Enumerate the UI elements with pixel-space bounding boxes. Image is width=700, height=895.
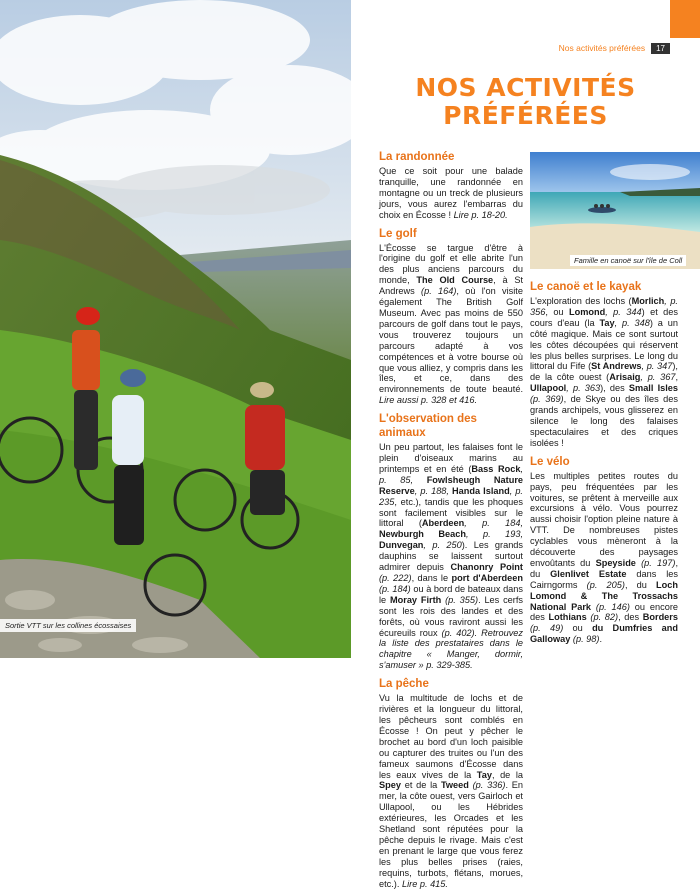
place-name: Morlich [631,296,665,306]
section-title-randonnee: La randonnée [379,151,455,163]
text: , de Skye ou des îles des grands archipels, vous glisserez en silence le long des falaises spectaculaires et des criques isolées ! [530,394,678,448]
place-name: Ullapool [530,383,567,394]
page-title-line-1: NOS ACTIVITÉS [415,73,636,102]
place-name: Bass Rock [471,463,521,474]
place-name: Dunvegan [379,540,424,551]
text: ) et des cours d'eau (la [530,306,678,328]
place-name: Tay [599,317,615,328]
page-ref: (p. 146) [591,601,630,612]
section-title-animaux: L'observation des animaux [379,413,477,440]
page-ref: (p. 336) [468,780,506,791]
page-ref: Lire p. 18-20. [453,209,508,220]
text: , dans le [411,573,452,583]
section-title-canoe: Le canoë et le kayak [530,281,642,293]
canoe-photo [530,152,700,269]
page-ref: , p. 367 [640,372,676,383]
place-name: Lothians [548,612,587,623]
text: , des [618,612,643,623]
text: Les multiples petites routes du pays, peu fréquentées par les voitures, se prêtent à merveille aux excursions à vélo. Vous pourrez aussi choisir l'option pleine nature à VTT. De nombreuses pistes cyclables vous mèneront à la découverte des paysages envoûtants du [530,470,678,568]
place-name: Glenlivet Estate [550,568,627,579]
page-ref: , p. 347 [641,361,673,372]
place-name: Tweed [440,780,469,791]
text: Un peu partout, les falaises font le plein d'oiseaux marins au printemps et en été ( [379,442,523,474]
page-ref: (p. 197) [635,557,676,568]
canoe-illustration [530,152,700,269]
text: dans les Cairngorms [530,568,678,590]
place-name: Fowlsheugh Nature Reserve [379,474,523,496]
section-tab [670,0,700,38]
page-ref: (p. 184) [379,583,411,594]
page-ref: Lire aussi p. 328 et 416. [379,395,478,406]
text: . Les cerfs sont les rois des landes et des forêts, où vous raviront aussi les écureuils roux [379,594,523,638]
text: , à St Andrews [379,275,523,297]
text: . En mer, la côte ouest, vers Gairloch et Ullapool, ou les Hébrides extérieures, les Orcades et les Shetland sont réputées pour la pêche depuis le rivage. Mais c'est en prenant le large que vous ferez les plus belles prises (raies, requins, turbots, flétans, morues, etc.). [379,780,523,889]
section-text-golf [379,243,523,407]
text: , du [530,557,678,579]
text: , etc.), tandis que les phoques sont facilement visibles sur le littoral ( [379,496,523,529]
section-text-animaux [379,442,523,671]
page-ref: Lire p. 415. [401,878,448,889]
column-left [379,150,523,895]
page-ref: , p. 193, [465,529,524,540]
text: ). Les grands dauphins se laissent surtout admirer depuis [379,540,524,573]
text: ) a un côté magique. Mais ce sont surtout les côtes découpées qui réservent les plus belles surprises. Le long du littoral du Fife ( [530,317,678,372]
place-name: Arisaig [609,372,641,383]
place-name: Tay [476,769,492,780]
inset-caption: Famille en canoë sur l'île de Coll [570,255,686,266]
section-text-velo [530,471,678,646]
running-head [559,42,670,54]
text: et de la [400,780,441,791]
page-ref: (p. 222) [379,573,412,583]
place-name: Small Isles [628,383,679,394]
page-ref: (p. 98) [570,634,600,645]
text: , où l'on visite également The British Golf Museum. Avec pas moins de 550 parcours de golf dans tout le pays, vous trouverez toujours un parcours adapté à vos compétences et à votre bourse où que vous alliez, y compris dans les îles, et ce, dans des environnements de toute beauté. [379,286,523,395]
page-ref: , p. 85, [379,463,524,485]
section-text-peche [379,693,523,889]
text: Vu la multitude de lochs et de rivières et la longueur du littoral, les pêcheurs sont comblés en Écosse ! On peut y pêcher le brochet au bord d'un loch paisible ou capturer des truites ou l'un des fameux saumons d'Écosse dans les eaux vives de la [379,693,523,780]
place-name: Lomond [568,306,606,317]
page-ref: (p. 355) [441,594,479,605]
text: ), de la côte ouest ( [530,361,678,383]
page-title [351,74,700,130]
column-right [530,280,678,651]
page-ref: , p. 344 [605,306,642,317]
running-title: Nos activités préférées [558,43,646,53]
place-name: Spey [379,780,401,791]
place-name: Borders [642,612,678,623]
text: ou à bord de bateaux dans le [379,583,523,605]
page-ref: , p. 363 [566,383,601,394]
place-name: Handa Island [452,485,510,496]
page-ref: , p. 348 [614,317,650,328]
page-title-line-2: PRÉFÉRÉES [443,101,608,130]
page-ref: , p. 235 [379,485,523,507]
page-ref: (p. 49) [530,623,564,634]
place-name: Loch Lomond & The Trossachs National Park [530,579,678,612]
text: Que ce soit pour une balade tranquille, une randonnée en montagne ou un treck de plusieurs jours, vous aurez l'embarras du choix en Écosse ! [379,166,523,220]
section-text-randonnee [379,166,523,221]
place-name: Aberdeen [421,518,465,529]
place-name: Speyside [595,557,636,568]
place-name: Chanonry Point [450,562,523,573]
text: . [599,634,603,645]
article-page [351,0,700,889]
text: , du [624,579,657,590]
text: , de la [491,769,524,780]
text: L'Écosse se targue d'être à l'origine du golf et elle abrite l'un des plus anciens parcours du monde, [379,242,523,286]
text: , [675,372,678,383]
page-ref: (p. 164) [421,286,457,297]
page-ref: , p. 184, [464,518,524,529]
photo-illustration [0,0,351,658]
place-name: du Dumfries and Galloway [530,623,678,645]
mountain-bikers-photo [0,0,351,658]
page-ref: (p. 82) [586,612,619,623]
text: ou encore des [530,601,678,623]
place-name: The Old Course [416,275,494,286]
place-name: Moray Firth [389,594,442,605]
page-ref: , p. 188, [414,485,453,496]
section-title-golf: Le golf [379,227,417,240]
place-name: port d'Aberdeen [451,573,523,583]
photo-caption: Sortie VTT sur les collines écossaises [0,619,136,632]
section-title-velo: Le vélo [530,455,570,468]
text: L'exploration des lochs ( [530,296,632,306]
page-ref: (p. 369) [530,394,564,405]
page-ref: (p. 402). Retrouvez la liste des prestataires dans le chapitre « Manger, dormir, s'amuser » p. 329-385. [379,627,523,671]
page-ref: , p. 356 [530,296,678,317]
text: ou [563,623,593,634]
page-ref: (p. 205) [586,579,625,590]
section-title-peche: La pêche [379,678,429,691]
page-ref: , p. 250 [423,540,462,551]
place-name: Newburgh Beach [379,529,466,540]
text: , ou [545,306,569,317]
section-text-canoe [530,296,678,449]
page-number: 17 [651,43,670,54]
place-name: St Andrews [591,361,642,372]
text: ), des [600,383,629,394]
